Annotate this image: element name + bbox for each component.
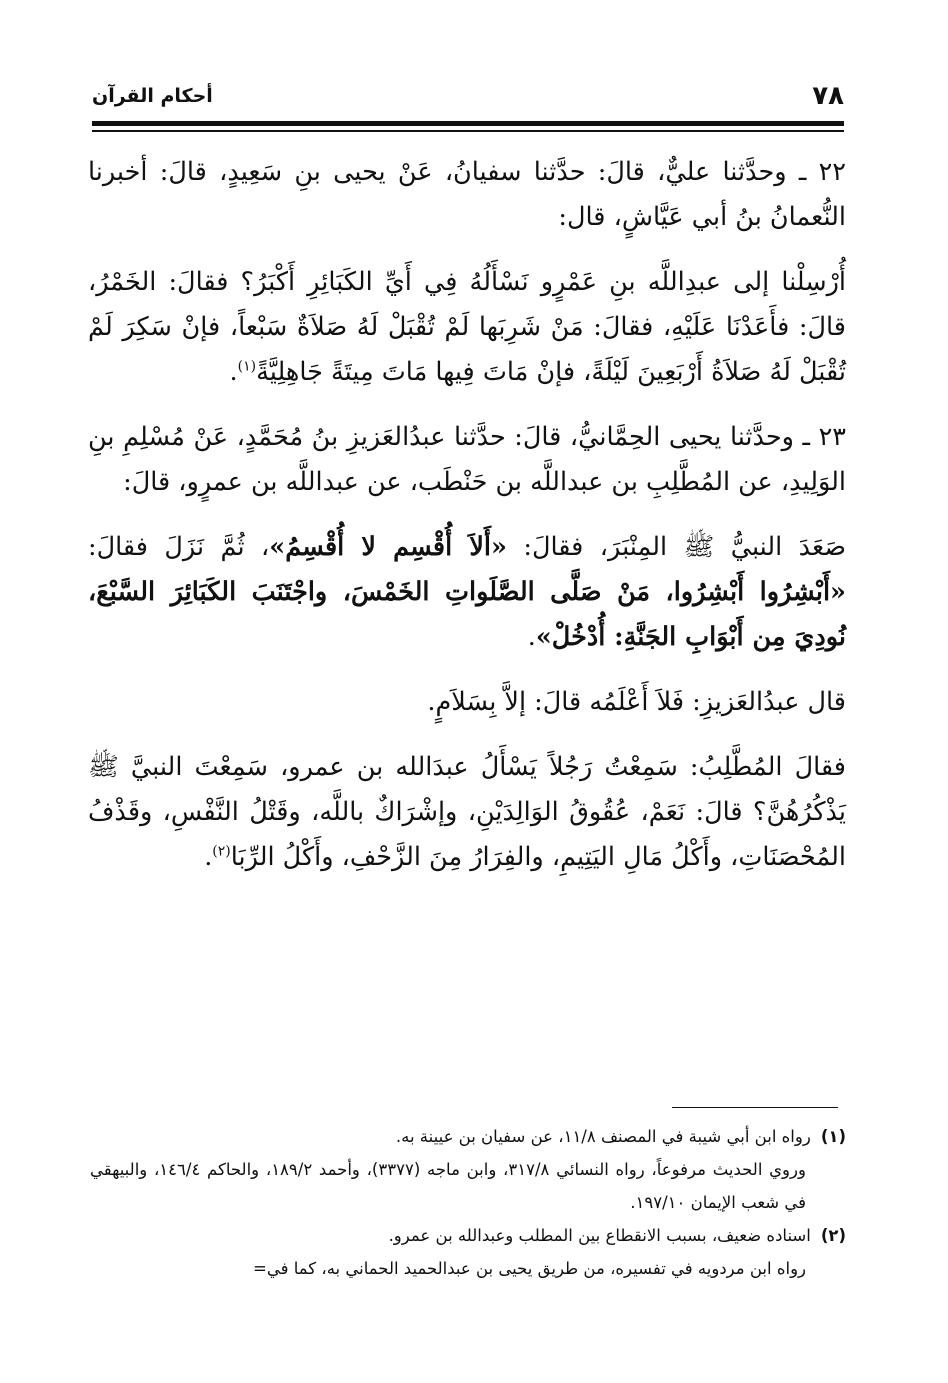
footnote-2 <box>90 1219 846 1252</box>
main-text <box>88 150 846 900</box>
paragraph-hadith-23-isnad <box>88 415 846 505</box>
prophet-quote-2: «أَبْشِرُوا أَبْشِرُوا، مَنْ صَلَّى الصَّلَواتِ الخَمْسَ، واجْتَنَبَ الكَبَائِرَ السَّبْعَ، نُودِيَ مِن أَبْوَابِ الجَنَّةِ: أُدْخُلْ» <box>88 577 846 652</box>
footnote-text: رواه ابن أبي شيبة في المصنف ١١/٨، عن سفيان بن عيينة به. <box>395 1127 811 1146</box>
paragraph-text: قال عبدُالعَزيزِ: فَلاَ أَعْلَمُه قالَ: إلاَّ بِسَلاَمٍ. <box>427 687 846 717</box>
footnote-text: وروي الحديث مرفوعاً، رواه النسائي ٣١٧/٨، وابن ماجه (٣٣٧٧)، وأحمد ١٨٩/٢، والحاكم ١٤٦/٤، والبيهقي في شعب الإيمان ١٩٧/١٠. <box>90 1160 806 1212</box>
paragraph-text: أُرْسِلْنا إلى عبدِاللَّه بنِ عَمْرٍو نَسْأَلُهُ فِي أَيِّ الكَبَائِرِ أَكْبَرُ؟ فقالَ: الخَمْرُ، قالَ: فأَعَدْنَا عَلَيْهِ، فقالَ: مَنْ شَرِبَها لَمْ تُقْبَلْ لَهُ صَلاَةٌ سَبْعاً، فإنْ سَكِرَ لَمْ تُقْبَلْ لَهُ صَلاَةُ أَرْبَعِينَ لَيْلَةً، فإنْ مَاتَ فِيها مَاتَ مِيتَةً جَاهِلِيَّةً <box>88 267 846 387</box>
footnote-1-continued <box>90 1153 846 1219</box>
footnote-text: اسناده ضعيف، بسبب الانقطاع بين المطلب وعبدالله بن عمرو. <box>388 1226 811 1245</box>
footnote-ref-2: (٢) <box>212 843 231 860</box>
prophet-quote-1: «أَلاَ أُقْسِم لا أُقْسِمُ» <box>269 532 507 562</box>
paragraph-text: فقالَ المُطَّلِبُ: سَمِعْتُ رَجُلاً يَسْأَلُ عبدَالله بن عمرو، سَمِعْتَ النبيَّ ﷺ يَذْكُرُهُنَّ؟ قالَ: نَعَمْ، عُقُوقُ الوَالِدَيْنِ، وإشْرَاكٌ باللَّه، وقَتْلُ النَّفْسِ، وقَذْفُ المُحْصَنَاتِ، وأَكْلُ مَالِ اليَتِيمِ، والفِرَارُ مِنَ الزَّحْفِ، وأَكْلُ الرِّبَا <box>88 752 846 872</box>
paragraph-end: . <box>229 357 238 387</box>
footnote-number: (٢) <box>820 1226 846 1245</box>
paragraph-end: . <box>527 622 536 652</box>
footnote-1 <box>90 1120 846 1153</box>
page-header <box>92 78 844 118</box>
header-rule-thick <box>92 121 844 126</box>
footnote-number: (١) <box>820 1127 846 1146</box>
text-segment: صَعَدَ النبيُّ ﷺ المِنْبَرَ، فقالَ: <box>506 532 847 562</box>
paragraph-abdulaziz-remark <box>88 680 846 725</box>
paragraph-end: . <box>204 842 213 872</box>
running-title: أحكام القرآن <box>92 85 213 107</box>
text-segment: ، ثُمَّ نَزَلَ فقالَ: <box>88 532 270 562</box>
footnote-ref-1: (١) <box>237 358 257 375</box>
footnotes <box>90 1120 846 1285</box>
header-rule-thin <box>92 130 844 132</box>
page-number: ٧٨ <box>812 81 844 111</box>
paragraph-hadith-23-matn <box>88 525 846 660</box>
paragraph-hadith-22-matn <box>88 260 846 395</box>
footnote-text: رواه ابن مردويه في تفسيره، من طريق يحيى بن عبدالحميد الحماني به، كما في= <box>253 1259 806 1278</box>
paragraph-hadith-22-isnad <box>88 150 846 240</box>
footnote-2-continued <box>90 1252 846 1285</box>
footnote-separator <box>672 1107 838 1108</box>
paragraph-text: ٢٣ ـ وحدَّثنا يحيى الحِمَّانيُّ، قالَ: حدَّثنا عبدُالعَزيزِ بنُ مُحَمَّدٍ، عَنْ مُسْلِمِ بنِ الوَلِيدِ، عن المُطَّلِبِ بن عبداللَّه بن حَنْطَب، عن عبداللَّه بن عمرٍو، قالَ: <box>88 422 846 497</box>
paragraph-text: ٢٢ ـ وحدَّثنا عليٌّ، قالَ: حدَّثنا سفيانُ، عَنْ يحيى بنِ سَعِيدٍ، قالَ: أخبرنا النُّعمانُ بنُ أبي عَيَّاشٍ، قال: <box>88 157 846 232</box>
paragraph-muttalib-report <box>88 745 846 880</box>
